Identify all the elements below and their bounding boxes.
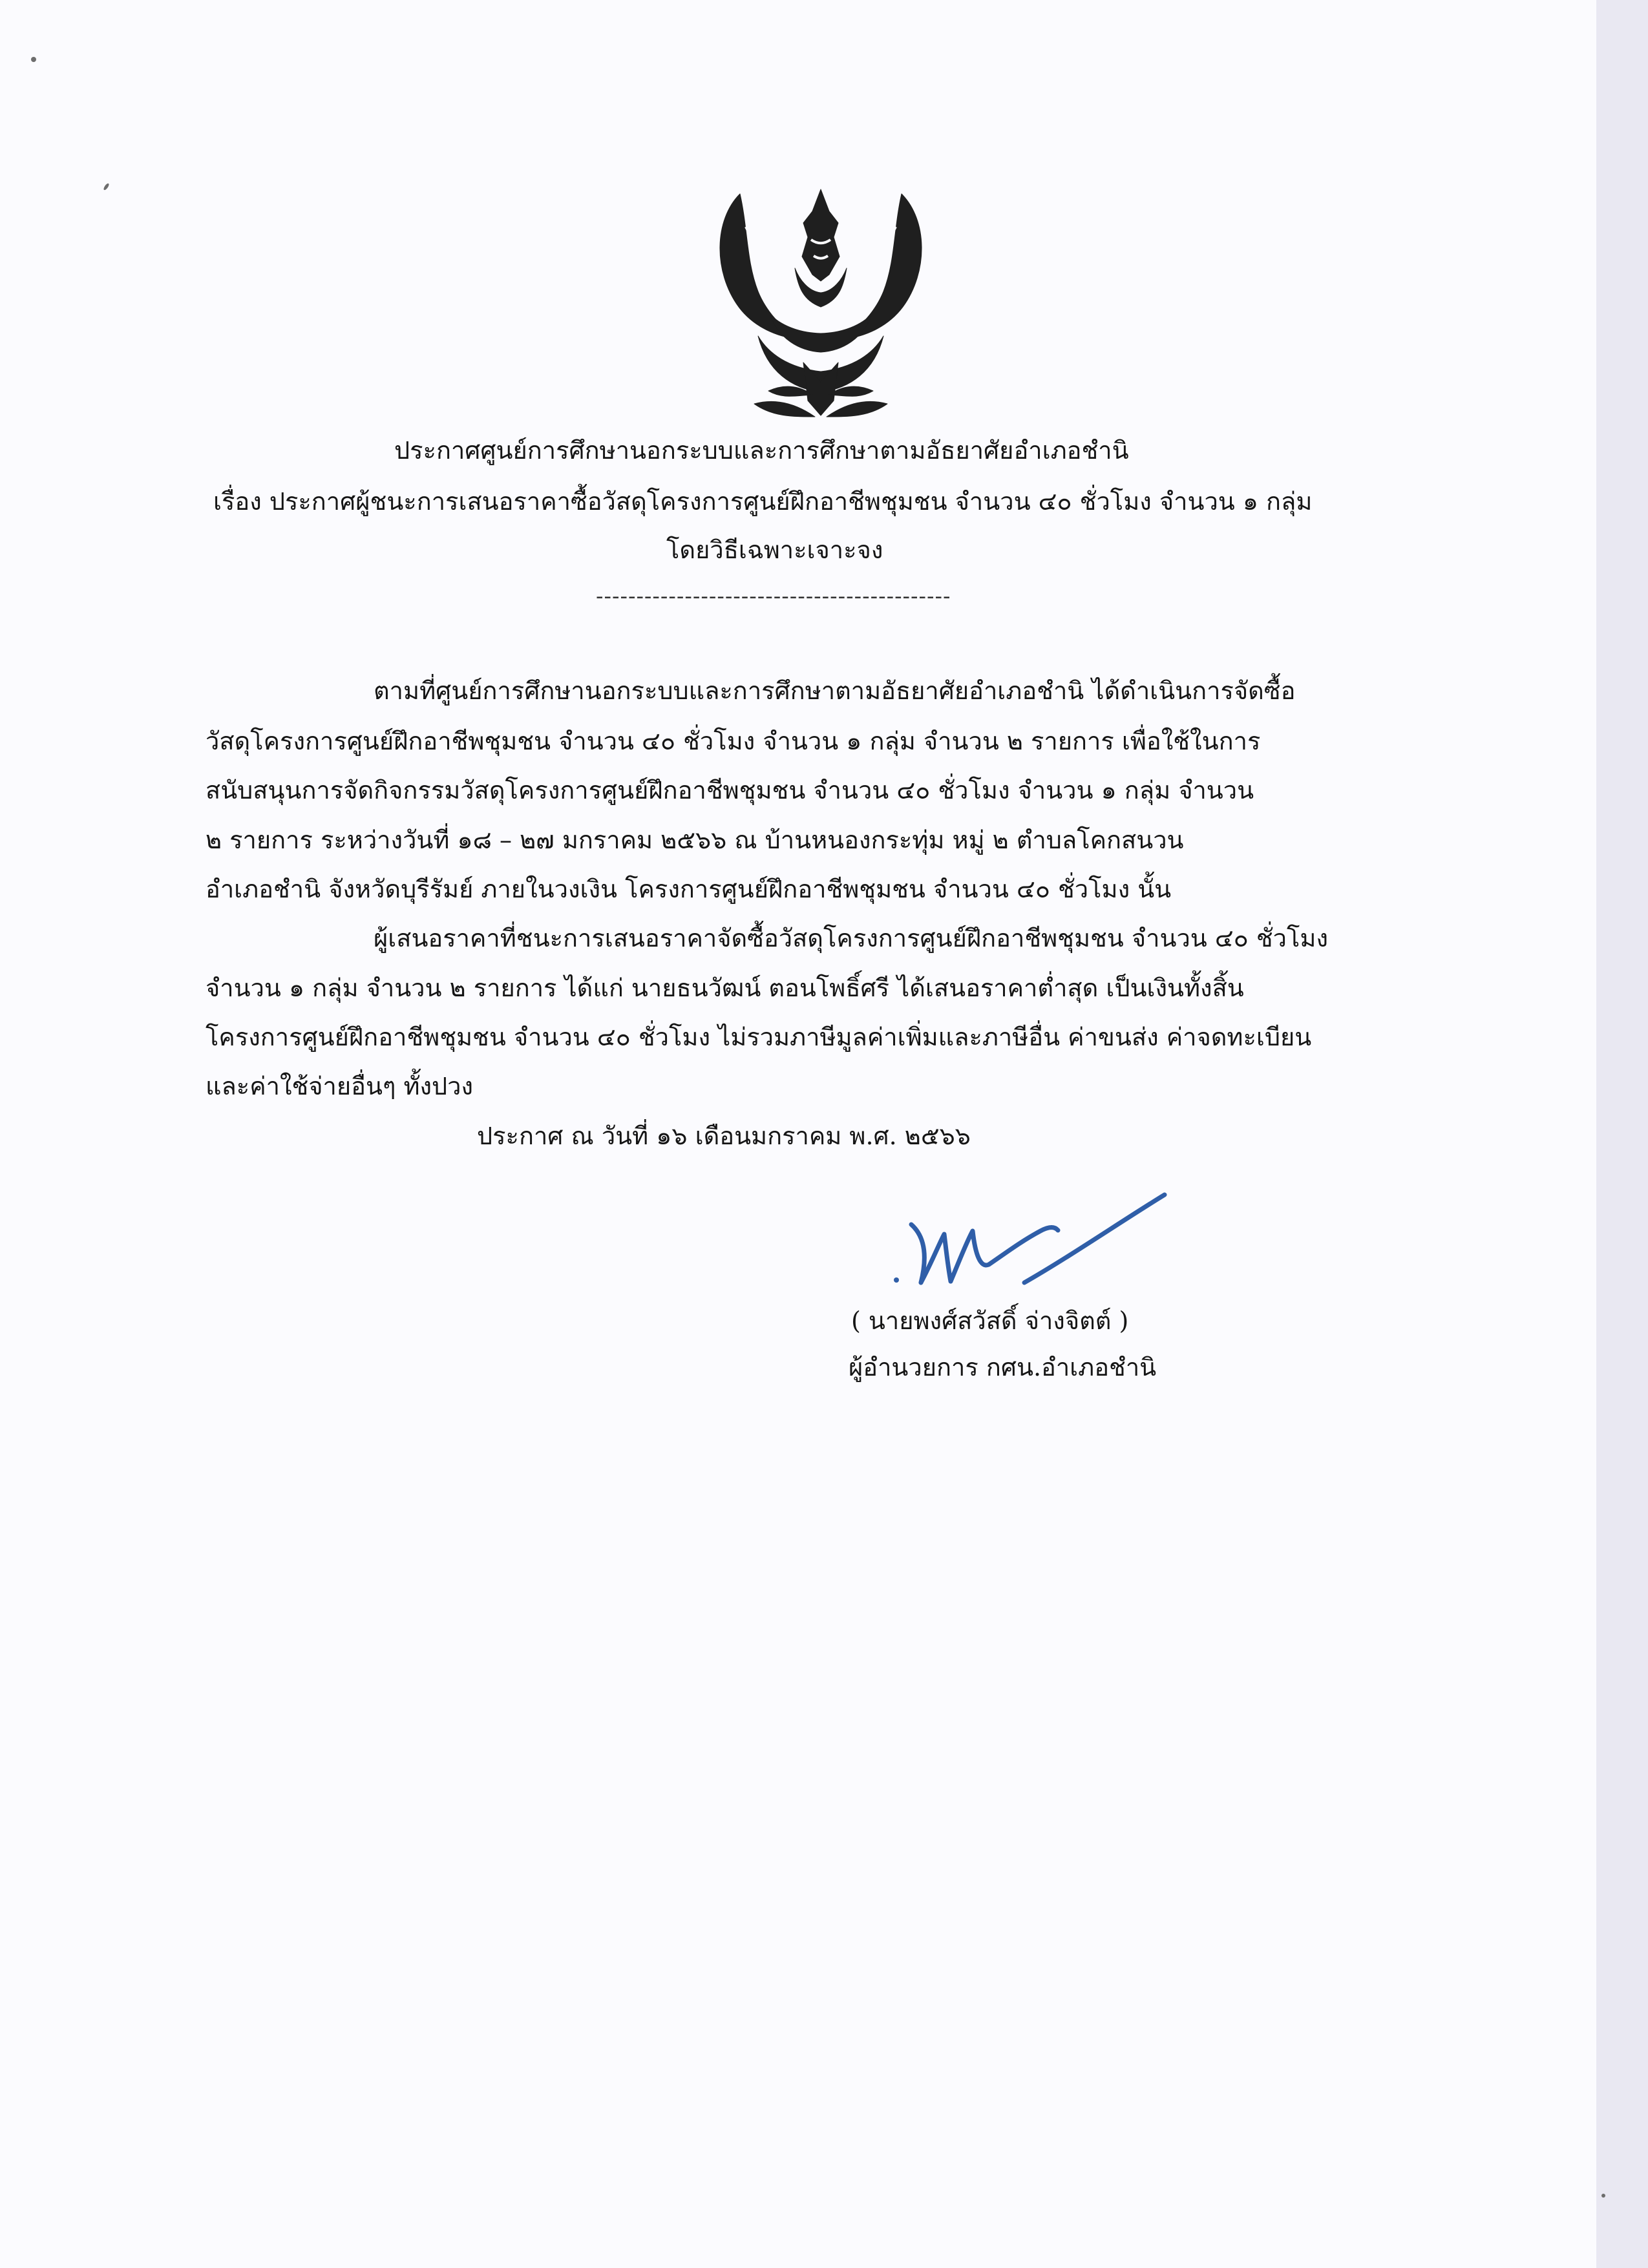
body-paragraph-2-line-4: และค่าใช้จ่ายอื่นๆ ทั้งปวง [206,1072,474,1100]
announcement-date: ประกาศ ณ วันที่ ๑๖ เดือนมกราคม พ.ศ. ๒๕๖๖ [477,1122,971,1150]
scan-speck [1601,2194,1605,2198]
body-paragraph-1-line-4: ๒ รายการ ระหว่างวันที่ ๑๘ – ๒๗ มกราคม ๒๕๖๖ ณ บ้านหนองกระทุ่ม หมู่ ๒ ตำบลโคกสนวน [206,826,1184,854]
body-paragraph-1-line-3: สนับสนุนการจัดกิจกรรมวัสดุโครงการศูนย์ฝึกอาชีพชุมชน จำนวน ๔๐ ชั่วโมง จำนวน ๑ กลุ่ม จำนวน [206,776,1254,804]
announcement-header: ประกาศศูนย์การศึกษานอกระบบและการศึกษาตามอัธยาศัยอำเภอชำนิ [394,436,1129,465]
scan-edge [1596,0,1648,2268]
body-paragraph-1-line-1: ตามที่ศูนย์การศึกษานอกระบบและการศึกษาตามอัธยาศัยอำเภอชำนิ ได้ดำเนินการจัดซื้อ [374,677,1296,705]
announcement-method: โดยวิธีเฉพาะเจาะจง [666,536,883,564]
body-paragraph-2-line-2: จำนวน ๑ กลุ่ม จำนวน ๒ รายการ ได้แก่ นายธนวัฒน์ ตอนโพธิ์ศรี ได้เสนอราคาต่ำสุด เป็นเงินทั้งสิ้น [206,974,1244,1002]
handwritten-signature [889,1186,1173,1299]
header-divider: -------------------------------------------- [596,583,951,609]
announcement-subject: เรื่อง ประกาศผู้ชนะการเสนอราคาซื้อวัสดุโครงการศูนย์ฝึกอาชีพชุมชน จำนวน ๔๐ ชั่วโมง จำนวน ๑ กลุ่ม [213,487,1313,516]
scan-speck [31,57,36,62]
signatory-name: ( นายพงศ์สวัสดิ์ จ่างจิตต์ ) [851,1307,1129,1335]
garuda-emblem-icon [701,178,940,426]
body-paragraph-1-line-2: วัสดุโครงการศูนย์ฝึกอาชีพชุมชน จำนวน ๔๐ ชั่วโมง จำนวน ๑ กลุ่ม จำนวน ๒ รายการ เพื่อใช้ในการ [206,727,1261,755]
body-paragraph-2-line-1: ผู้เสนอราคาที่ชนะการเสนอราคาจัดซื้อวัสดุโครงการศูนย์ฝึกอาชีพชุมชน จำนวน ๔๐ ชั่วโมง [374,924,1329,952]
signatory-position: ผู้อำนวยการ กศน.อำเภอชำนิ [849,1353,1157,1381]
body-paragraph-2-line-3: โครงการศูนย์ฝึกอาชีพชุมชน จำนวน ๔๐ ชั่วโมง ไม่รวมภาษีมูลค่าเพิ่มและภาษีอื่น ค่าขนส่ง ค่าจดทะเบียน [206,1023,1312,1051]
body-paragraph-1-line-5: อำเภอชำนิ จังหวัดบุรีรัมย์ ภายในวงเงิน โครงการศูนย์ฝึกอาชีพชุมชน จำนวน ๔๐ ชั่วโมง นั้น [206,875,1172,903]
